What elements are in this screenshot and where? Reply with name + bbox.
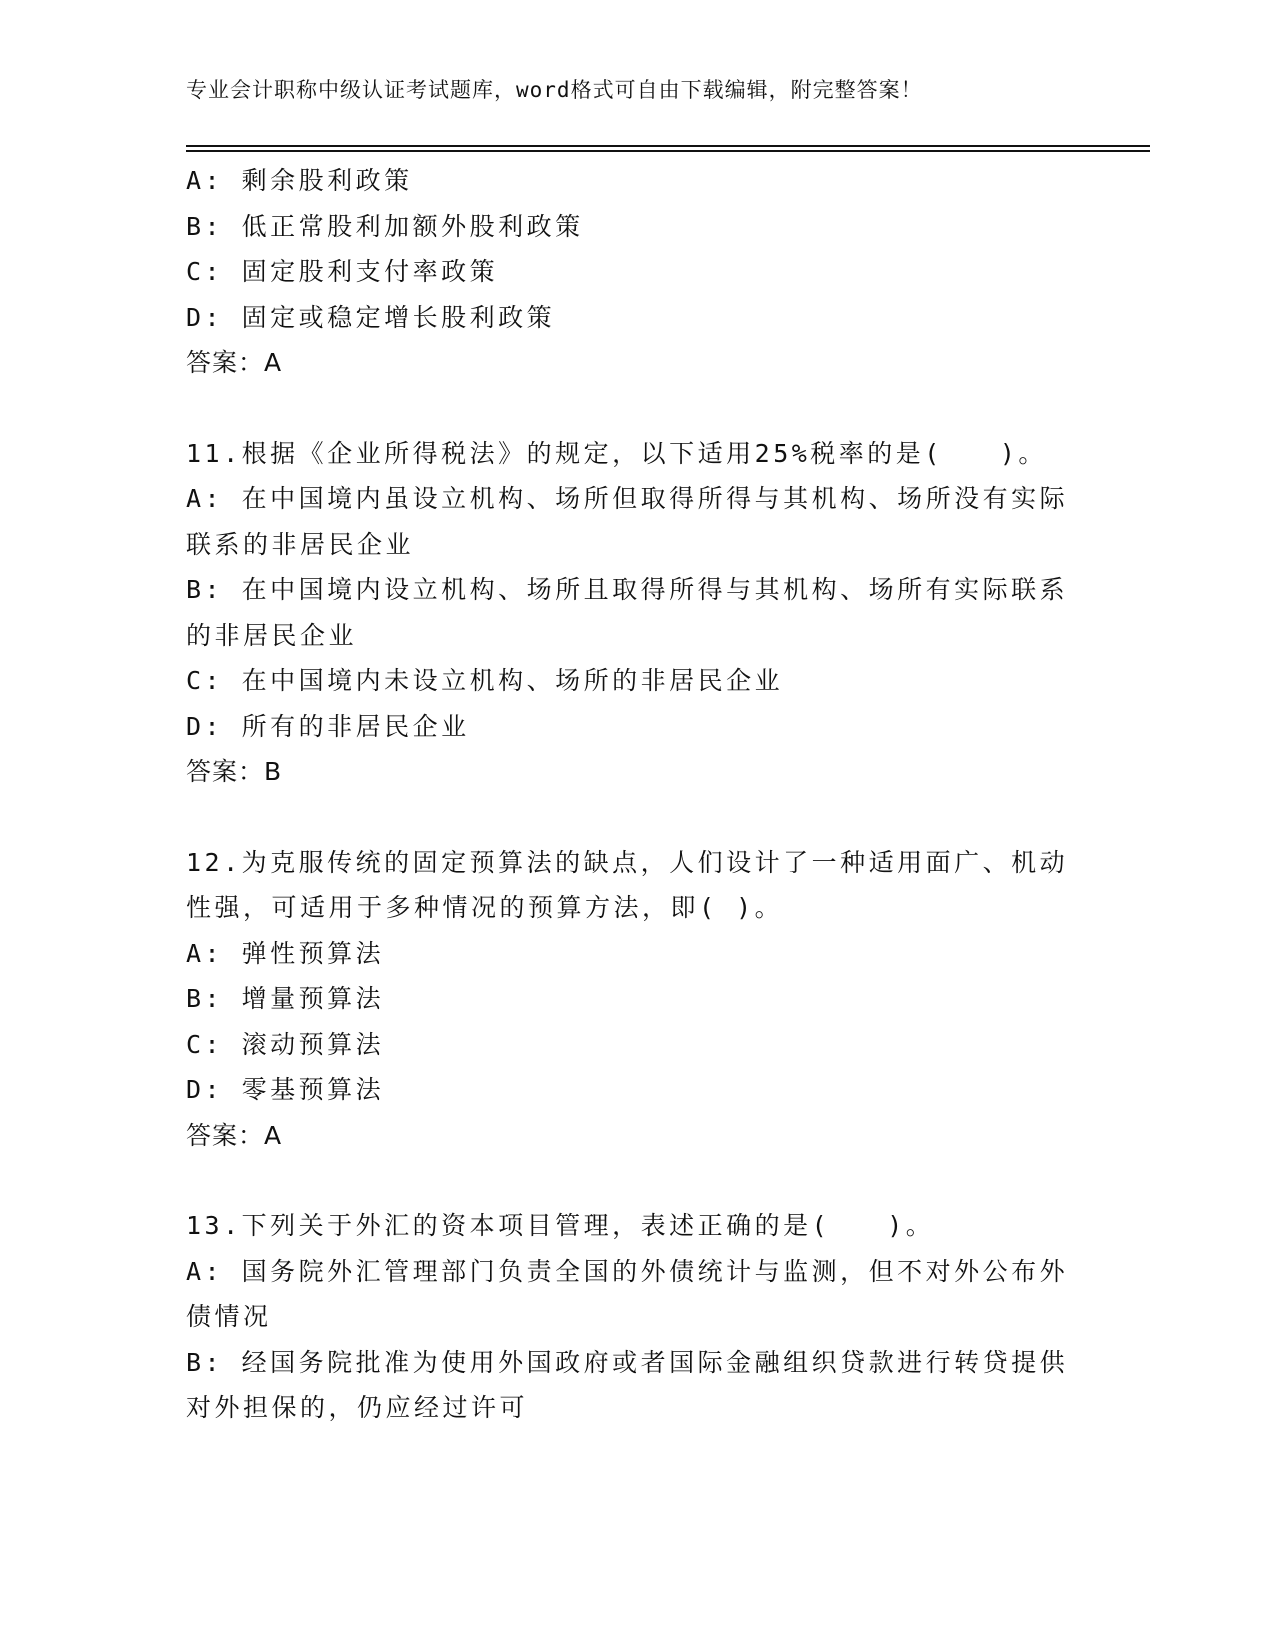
question-content (186, 158, 1086, 1431)
header-rule-bottom (186, 150, 1150, 152)
header-rule-top (186, 145, 1150, 147)
option-line: B: 在中国境内设立机构、场所且取得所得与其机构、场所有实际联系 (186, 575, 1069, 604)
spacer (186, 795, 1086, 840)
option-line: B: 经国务院批准为使用外国政府或者国际金融组织贷款进行转贷提供 (186, 1347, 1069, 1377)
question-block (186, 840, 1086, 1159)
option-line: C: 在中国境内未设立机构、场所的非居民企业 (186, 666, 784, 695)
option-line: D: 所有的非居民企业 (186, 711, 470, 741)
option-line: B: 增量预算法 (186, 984, 385, 1013)
option-line: B: 低正常股利加额外股利政策 (186, 211, 584, 241)
question-line: 12.为克服传统的固定预算法的缺点，人们设计了一种适用面广、机动 (186, 847, 1069, 877)
option-line: 对外担保的，仍应经过许可 (186, 1393, 529, 1422)
option-line: 债情况 (186, 1302, 272, 1331)
spacer (186, 386, 1086, 431)
option-line: A: 在中国境内虽设立机构、场所但取得所得与其机构、场所没有实际 (186, 484, 1069, 513)
option-line: C: 滚动预算法 (186, 1029, 385, 1059)
answer-line: 答案：A (186, 1120, 283, 1150)
option-line: A: 剩余股利政策 (186, 166, 413, 195)
option-line: A: 国务院外汇管理部门负责全国的外债统计与监测，但不对外公布外 (186, 1256, 1069, 1286)
question-block (186, 158, 1086, 386)
spacer (186, 1158, 1086, 1203)
question-block (186, 1203, 1086, 1431)
question-line: 13.下列关于外汇的资本项目管理，表述正确的是( )。 (186, 1211, 935, 1240)
page-header: 专业会计职称中级认证考试题库，word格式可自由下载编辑，附完整答案！ (186, 78, 923, 102)
option-line: A: 弹性预算法 (186, 938, 385, 968)
option-line: C: 固定股利支付率政策 (186, 257, 499, 286)
option-line: D: 零基预算法 (186, 1075, 385, 1104)
answer-line: 答案：B (186, 757, 283, 786)
question-block (186, 431, 1086, 795)
option-line: 联系的非居民企业 (186, 529, 415, 559)
question-line: 性强，可适用于多种情况的预算方法，即( )。 (186, 893, 784, 922)
option-line: 的非居民企业 (186, 620, 358, 650)
option-line: D: 固定或稳定增长股利政策 (186, 302, 556, 332)
answer-line: 答案：A (186, 348, 283, 377)
question-line: 11.根据《企业所得税法》的规定，以下适用25%税率的是( )。 (186, 438, 1047, 468)
